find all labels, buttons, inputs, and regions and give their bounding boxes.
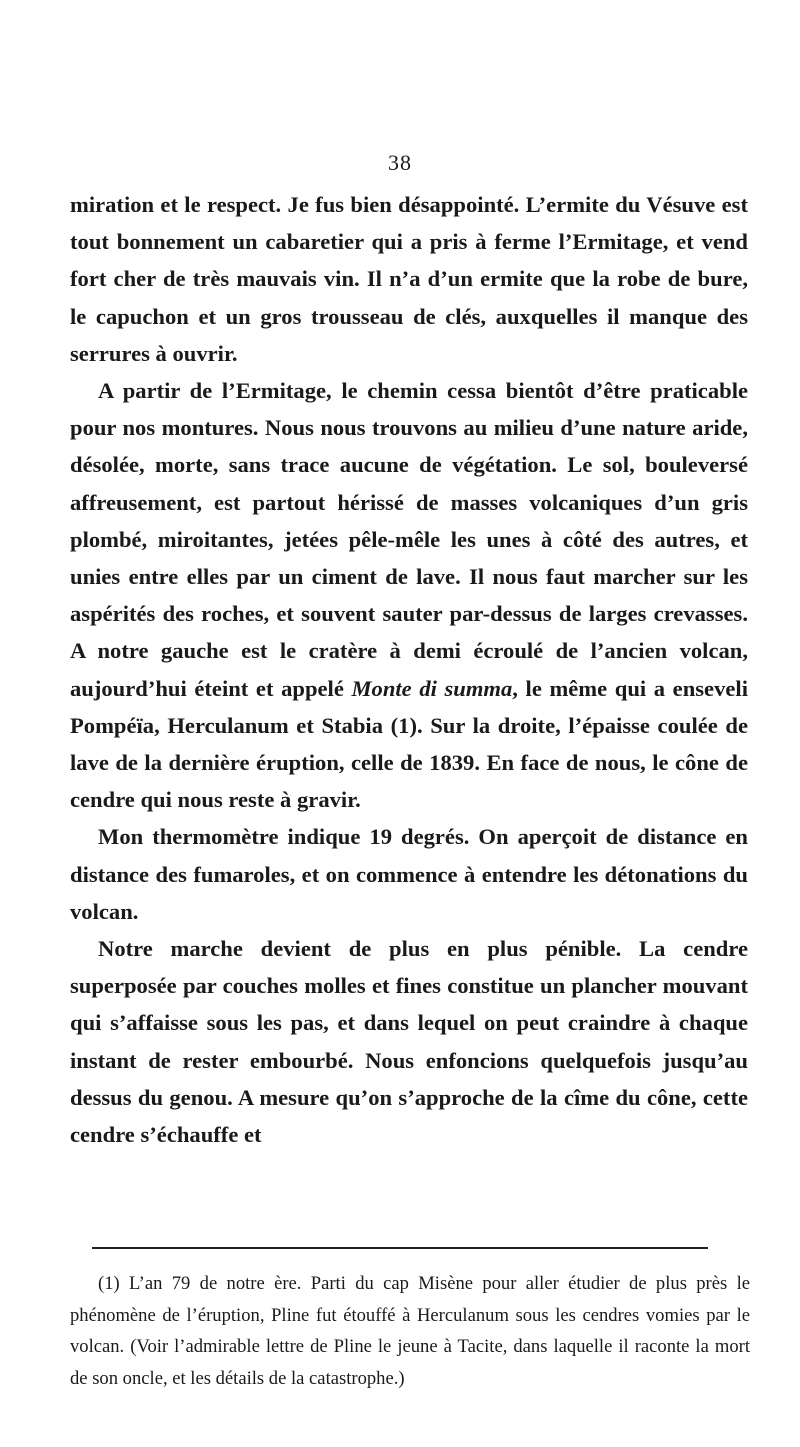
paragraph-ermitage: [70, 372, 748, 818]
paragraph-thermometre: Mon thermomètre indique 19 degrés. On aperçoit de distance en distance des fumaroles, et on commence à entendre les détonations du volcan.: [70, 824, 748, 924]
paragraph-continuation: miration et le respect. Je fus bien désappointé. L’ermite du Vésuve est tout bonnement un cabaretier qui a pris à ferme l’Ermitage, et vend fort cher de très mauvais vin. Il n’a d’un ermite que la robe de bure, le capuchon et un gros trousseau de clés, auxquelles il manque des serrures à ouvrir.: [70, 192, 748, 366]
paragraph-ermitage-part-2: , le même qui a enseveli Pompéïa, Herculanum et Stabia (1). Sur la droite, l’épaisse coulée de lave de la dernière éruption, celle de 1839. En face de nous, le cône de cendre qui nous reste à gravir.: [70, 675, 748, 813]
footnote: [70, 1268, 750, 1394]
paragraph-ermitage-part-1: A partir de l’Ermitage, le chemin cessa bientôt d’être praticable pour nos montures. Nous nous trouvons au milieu d’une nature aride, désolée, morte, sans trace aucune de végétation. Le sol, bouleversé affreusement, est partout hérissé de masses volcaniques d’un gris plombé, miroitantes, jetées pêle-mêle les unes à côté des autres, et unies entre elles par un ciment de lave. Il nous faut marcher sur les aspérités des roches, et souvent sauter par-dessus de larges crevasses. A notre gauche est le cratère à demi écroulé de l’ancien volcan, aujourd’hui éteint et appelé: [70, 378, 748, 701]
main-text: [70, 186, 748, 1153]
footnote-text: (1) L’an 79 de notre ère. Parti du cap Misène pour aller étudier de plus près le phénomène de l’éruption, Pline fut étouffé à Herculanum sous les cendres vomies par le volcan. (Voir l’admirable lettre de Pline le jeune à Tacite, dans laquelle il raconte la mort de son oncle, et les détails de la catastrophe.): [70, 1273, 750, 1389]
paragraph-marche: Notre marche devient de plus en plus pénible. La cendre superposée par couches molles et fines constitue un plancher mouvant qui s’affaisse sous les pas, et dans lequel on peut craindre à chaque instant de rester embourbé. Nous enfoncions quelquefois jusqu’au dessus du genou. A mesure qu’on s’approche de la cîme du cône, cette cendre s’échauffe et: [70, 936, 748, 1148]
footnote-divider: [92, 1247, 708, 1249]
monte-di-summa-italic: Monte di summa: [351, 675, 513, 701]
page-number: 38: [388, 150, 412, 175]
